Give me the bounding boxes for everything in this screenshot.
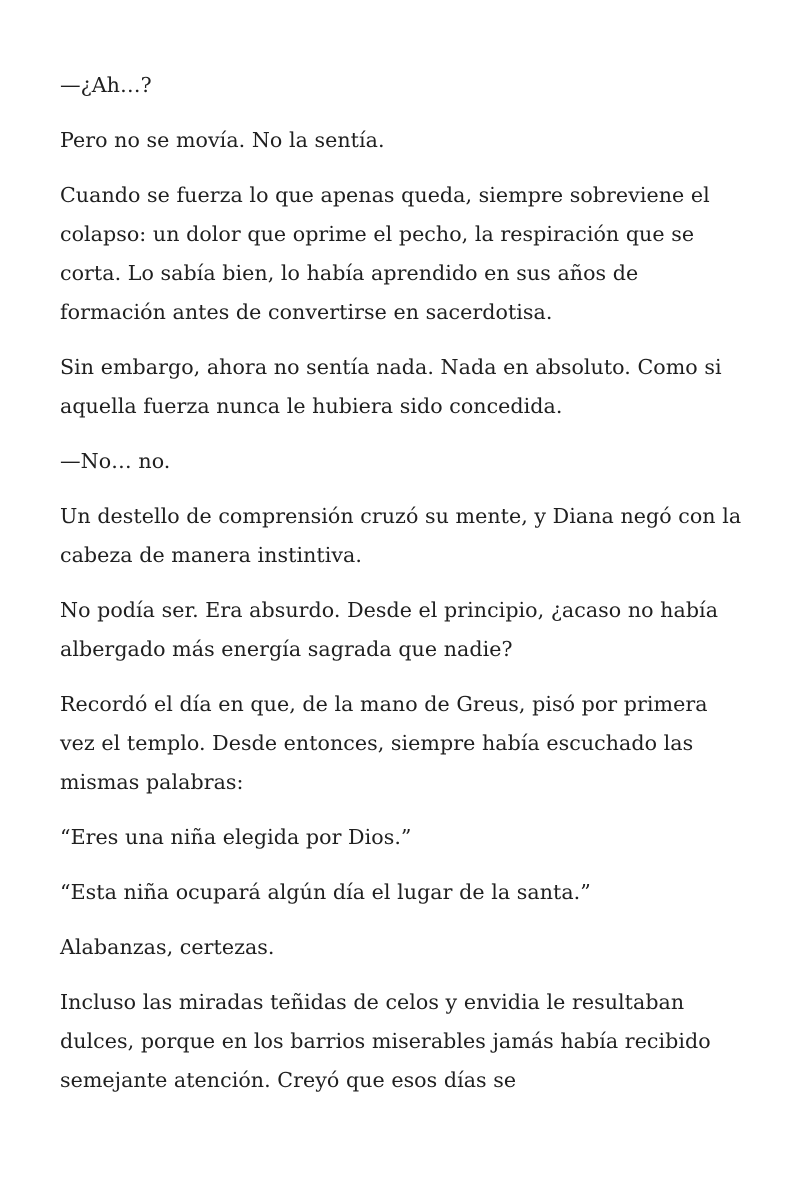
paragraph: No podía ser. Era absurdo. Desde el principio, ¿acaso no había albergado más energía sagrada que nadie? xyxy=(60,598,719,661)
paragraph: Pero no se movía. No la sentía. xyxy=(60,128,385,152)
paragraph: “Esta niña ocupará algún día el lugar de la santa.” xyxy=(60,880,591,904)
paragraph: Incluso las miradas teñidas de celos y envidia le resultaban dulces, porque en los barrios miserables jamás había recibido semejante atención. Creyó que esos días se xyxy=(60,990,711,1092)
paragraph: Cuando se fuerza lo que apenas queda, siempre sobreviene el colapso: un dolor que oprime el pecho, la respiración que se corta. Lo sabía bien, lo había aprendido en sus años de formación antes de convertirse en sacerdotisa. xyxy=(60,183,710,324)
paragraph: Recordó el día en que, de la mano de Greus, pisó por primera vez el templo. Desde entonces, siempre había escuchado las mismas palabras: xyxy=(60,692,708,794)
page-text xyxy=(60,66,742,1100)
paragraph: —No… no. xyxy=(60,449,171,473)
paragraph: —¿Ah…? xyxy=(60,73,152,97)
paragraph: “Eres una niña elegida por Dios.” xyxy=(60,825,412,849)
paragraph: Alabanzas, certezas. xyxy=(60,935,275,959)
paragraph: Sin embargo, ahora no sentía nada. Nada en absoluto. Como si aquella fuerza nunca le hubiera sido concedida. xyxy=(60,355,722,418)
paragraph: Un destello de comprensión cruzó su mente, y Diana negó con la cabeza de manera instintiva. xyxy=(60,504,742,567)
